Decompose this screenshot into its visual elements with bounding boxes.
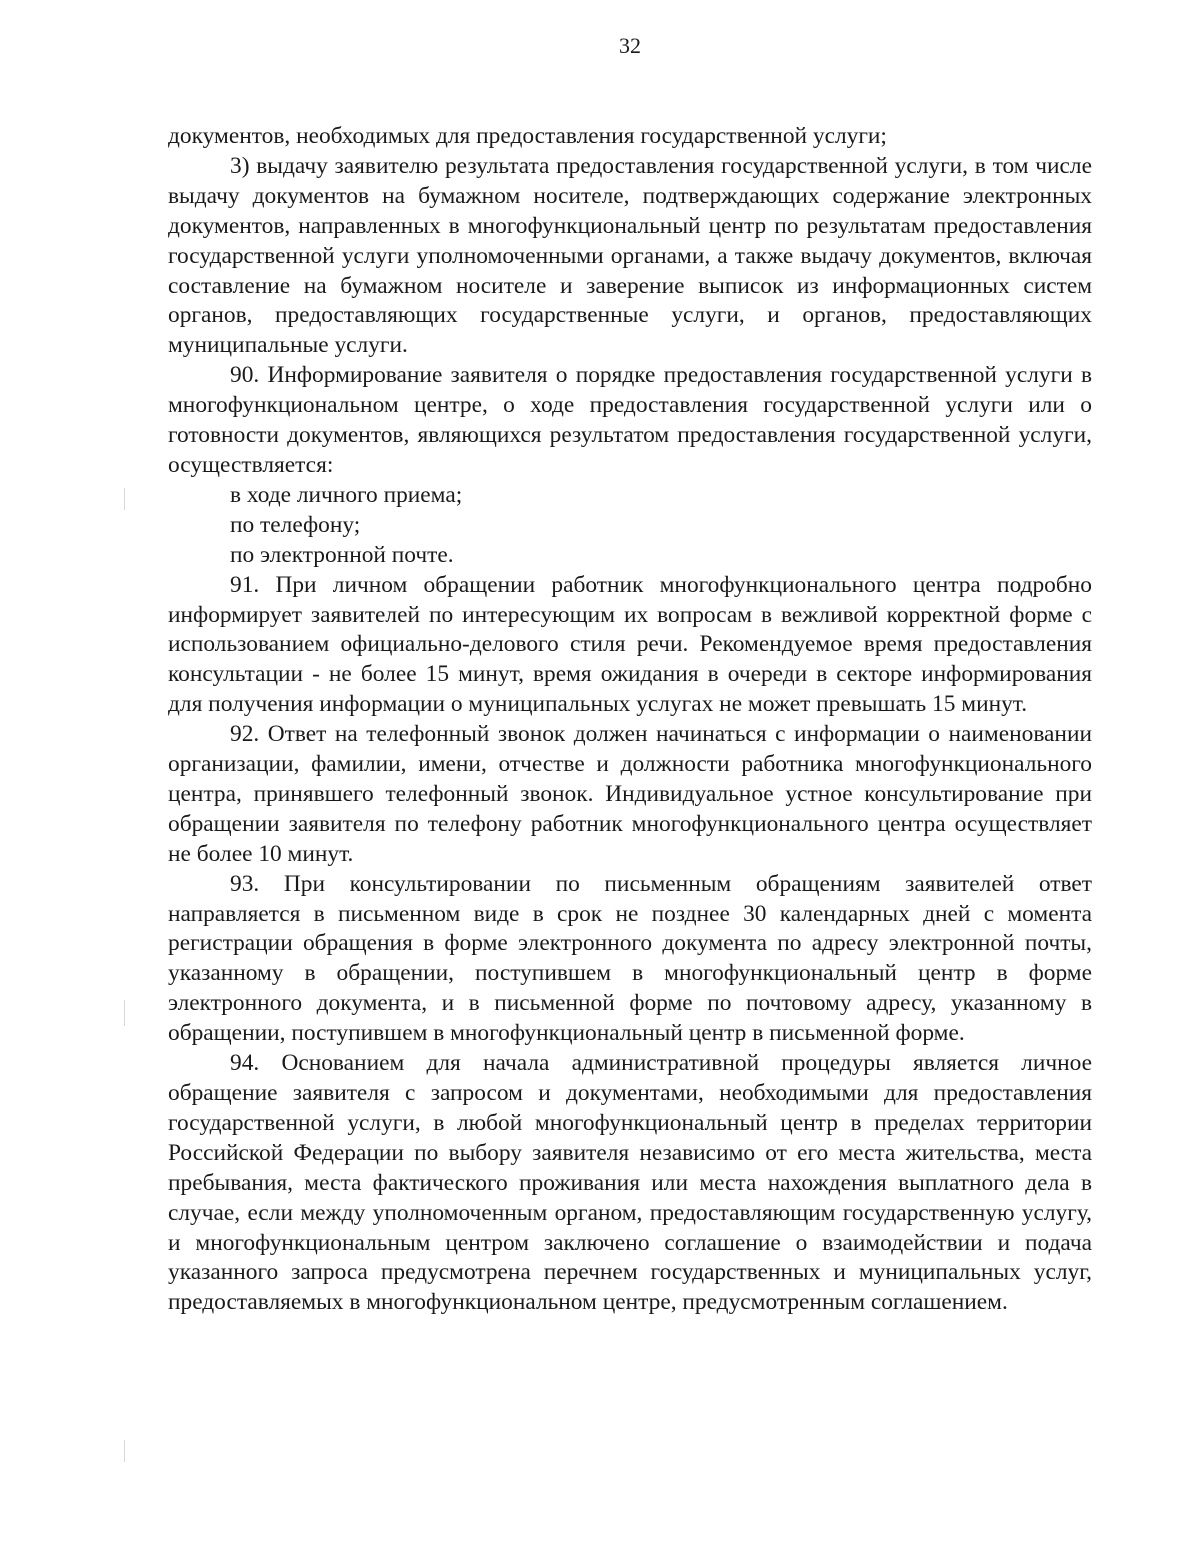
document-body <box>168 122 1092 1318</box>
list-item-email: по электронной почте. <box>230 541 454 568</box>
paragraph-90: 90. Информирование заявителя о порядке предоставления государственной услуги в многофункциональном центре, о ходе предоставления государственной услуги или о готовности документов, являющихся результатом предоставления государственной услуги, осуществляется: <box>168 362 1092 478</box>
paragraph-92: 92. Ответ на телефонный звонок должен начинаться с информации о наименовании организации, фамилии, имени, отчестве и должности работника многофункционального центра, принявшего телефонный звонок. Индивидуальное устное консультирование при обращении заявителя по телефону работник многофункционального центра осуществляет не более 10 минут. <box>168 721 1092 867</box>
paragraph-91: 91. При личном обращении работник многофункционального центра подробно информирует заявителей по интересующим их вопросам в вежливой корректной форме с использованием официально-делового стиля речи. Рекомендуемое время предоставления консультации - не более 15 минут, время ожидания в очереди в секторе информирования для получения информации о муниципальных услугах не может превышать 15 минут. <box>168 571 1092 718</box>
scan-edge-mark <box>124 488 125 510</box>
paragraph-continuation: документов, необходимых для предоставления государственной услуги; <box>168 123 887 149</box>
paragraph-94: 94. Основанием для начала административной процедуры является личное обращение заявителя с запросом и документами, необходимыми для предоставления государственной услуги, в любой многофункциональный центр в пределах территории Российской Федерации по выбору заявителя независимо от его места жительства, места пребывания, места фактического проживания или места нахождения выплатного дела в случае, если между уполномоченным органом, предоставляющим государственную услугу, и многофункциональным центром заключено соглашение о взаимодействии и подача указанного запроса предусмотрена перечнем государственных и муниципальных услуг, предоставляемых в многофункциональном центре, предусмотренным соглашением. <box>168 1050 1092 1316</box>
scan-edge-mark <box>124 1000 125 1026</box>
scan-edge-mark <box>124 1440 125 1462</box>
page-number: 32 <box>619 33 641 58</box>
list-item-in-person: в ходе личного приема; <box>230 481 463 508</box>
paragraph-93: 93. При консультировании по письменным обращениям заявителей ответ направляется в письменном виде в срок не позднее 30 календарных дней с момента регистрации обращения в форме электронного документа по адресу электронной почты, указанному в обращении, поступившем в многофункциональный центр в форме электронного документа, и в письменной форме по почтовому адресу, указанному в обращении, поступившем в многофункциональный центр в письменной форме. <box>168 870 1092 1047</box>
list-item-phone: по телефону; <box>230 511 361 538</box>
paragraph-item-3: 3) выдачу заявителю результата предоставления государственной услуги, в том числе выдачу документов на бумажном носителе, подтверждающих содержание электронных документов, направленных в многофункциональный центр по результатам предоставления государственной услуги уполномоченными органами, а также выдачу документов, включая составление на бумажном носителе и заверение выписок из информационных систем органов, предоставляющих государственные услуги, и органов, предоставляющих муниципальные услуги. <box>168 152 1092 359</box>
